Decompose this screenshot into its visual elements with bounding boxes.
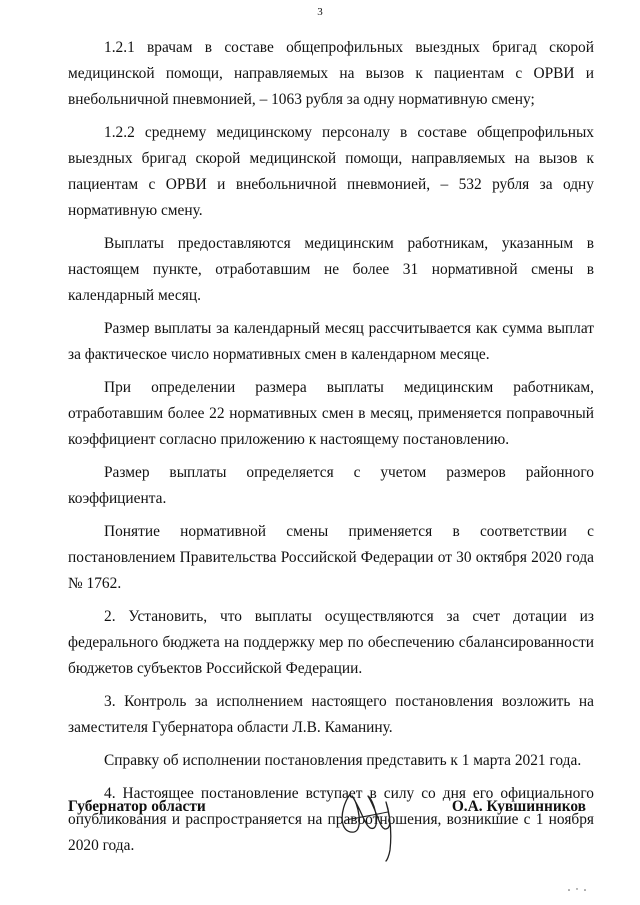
paragraph-regional-coefficient: Размер выплаты определяется с учетом размеров районного коэффициента. [68, 464, 594, 507]
paragraph-item-2: 2. Установить, что выплаты осуществляются за счет дотации из федерального бюджета на поддержку мер по обеспечению сбалансированности бюджетов субъектов Российской Федерации. [68, 608, 594, 677]
paragraph-correction-coefficient: При определении размера выплаты медицинским работникам, отработавшим более 22 нормативных смен в месяц, применяется поправочный коэффициент согласно приложению к настоящему постановлению. [68, 379, 594, 448]
scan-marks [565, 884, 595, 894]
signatory-name: О.А. Кувшинников [451, 798, 586, 815]
document-body [68, 35, 594, 866]
paragraph-report: Справку об исполнении постановления представить к 1 марта 2021 года. [104, 752, 582, 769]
page-number: 3 [317, 6, 323, 18]
paragraph-normative-shift: Понятие нормативной смены применяется в соответствии с постановлением Правительства Российской Федерации от 30 октября 2020 года № 1762. [68, 523, 594, 592]
handwritten-signature [328, 772, 408, 862]
paragraph-1-2-2: 1.2.2 среднему медицинскому персоналу в составе общепрофильных выездных бригад скорой медицинской помощи, направляемых на вызов к пациентам с ОРВИ и внебольничной пневмонией, – 532 рубля за одну нормативную смену. [68, 124, 594, 219]
signatory-title: Губернатор области [68, 798, 206, 815]
paragraph-monthly-calculation: Размер выплаты за календарный месяц рассчитывается как сумма выплат за фактическое число нормативных смен в календарном месяце. [68, 320, 594, 363]
paragraph-item-4: 4. Настоящее постановление вступает в силу со дня его официального опубликования и распространяется на правоотношения, возникшие с 1 ноября 2020 года. [68, 785, 594, 854]
paragraph-1-2-1: 1.2.1 врачам в составе общепрофильных выездных бригад скорой медицинской помощи, направляемых на вызов к пациентам с ОРВИ и внебольничной пневмонией, – 1063 рубля за одну нормативную смену; [68, 39, 594, 108]
paragraph-payment-limit: Выплаты предоставляются медицинским работникам, указанным в настоящем пункте, отработавшим не более 31 нормативной смены в календарный месяц. [68, 235, 594, 304]
paragraph-item-3: 3. Контроль за исполнением настоящего постановления возложить на заместителя Губернатора области Л.В. Каманину. [68, 693, 594, 736]
